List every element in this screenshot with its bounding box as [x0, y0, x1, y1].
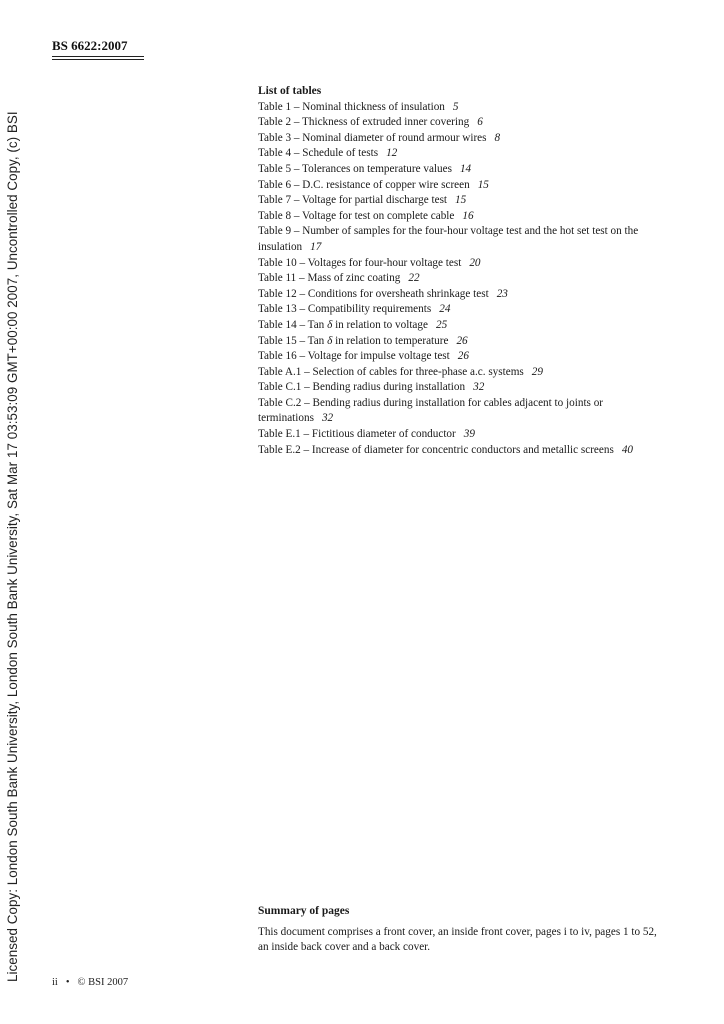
entry-page: 26 — [456, 334, 468, 347]
toc-entry[interactable] — [258, 396, 668, 427]
toc-entry[interactable] — [258, 224, 668, 255]
entry-label: Table 8 – Voltage for test on complete cable — [258, 209, 455, 222]
entry-page: 8 — [494, 131, 501, 144]
toc-entry[interactable] — [258, 365, 668, 381]
entry-page: 23 — [496, 287, 508, 300]
toc-list — [258, 100, 668, 459]
toc-entry[interactable] — [258, 115, 668, 131]
entry-label-suffix: in relation to temperature — [335, 334, 449, 347]
entry-label: Table C.2 – Bending radius during installation for cables adjacent to joints or terminations — [258, 396, 604, 425]
toc-entry[interactable] — [258, 334, 668, 350]
entry-page: 14 — [459, 162, 472, 175]
entry-label: Table 16 – Voltage for impulse voltage test — [258, 350, 450, 363]
entry-page: 5 — [452, 100, 459, 113]
entry-label: Table 7 – Voltage for partial discharge test — [258, 194, 448, 207]
toc-entry[interactable] — [258, 380, 668, 396]
toc-entry[interactable] — [258, 287, 668, 303]
summary-text: This document comprises a front cover, an inside front cover, pages i to iv, pages 1 to 52, an inside back cover and a back cover. — [258, 925, 657, 954]
entry-label-prefix: Table 15 – Tan — [258, 334, 325, 347]
entry-label: Table 13 – Compatibility requirements — [258, 303, 432, 316]
entry-page: 16 — [462, 209, 474, 222]
entry-label: Table 11 – Mass of zinc coating — [258, 272, 401, 285]
toc-entry[interactable] — [258, 193, 668, 209]
entry-page: 15 — [455, 194, 467, 207]
entry-label-suffix: in relation to voltage — [335, 318, 428, 331]
entry-label: Table C.1 – Bending radius during installation — [258, 381, 466, 394]
entry-label: Table 3 – Nominal diameter of round armour wires — [258, 131, 487, 144]
entry-page: 26 — [457, 350, 469, 363]
toc-entry[interactable] — [258, 271, 668, 287]
toc-entry[interactable] — [258, 178, 668, 194]
toc-entry[interactable] — [258, 349, 668, 365]
page-footer — [52, 977, 128, 988]
summary-heading: Summary of pages — [258, 905, 350, 917]
copyright: © BSI 2007 — [77, 977, 129, 988]
entry-page: 25 — [435, 318, 448, 331]
entry-page: 15 — [477, 178, 489, 191]
list-of-tables-heading: List of tables — [258, 85, 322, 97]
toc-entry[interactable] — [258, 427, 668, 443]
delta-symbol: δ — [327, 334, 333, 347]
entry-label: Table 9 – Number of samples for the four-hour voltage test and the hot set test on the insulation — [258, 225, 639, 253]
entry-label: Table E.1 – Fictitious diameter of conductor — [258, 428, 456, 441]
entry-label: Table 5 – Tolerances on temperature values — [258, 162, 452, 175]
list-of-tables — [258, 84, 668, 458]
entry-page: 12 — [386, 147, 398, 160]
entry-label: Table 2 – Thickness of extruded inner covering — [258, 116, 470, 129]
header-rule — [52, 56, 144, 57]
license-watermark: Licensed Copy: London South Bank University, London South Bank University, Sat Mar 17 03:53:09 GMT+00:00 2007, Uncontrolled Copy, (c) BSI — [5, 111, 20, 982]
toc-entry[interactable] — [258, 162, 668, 178]
entry-page: 40 — [621, 443, 633, 456]
entry-label: Table 1 – Nominal thickness of insulation — [258, 100, 445, 113]
entry-page: 29 — [531, 365, 543, 378]
toc-entry[interactable] — [258, 131, 668, 147]
entry-page: 20 — [469, 256, 481, 269]
entry-label: Table 4 – Schedule of tests — [258, 147, 379, 160]
page-number: ii — [52, 977, 58, 988]
entry-page: 6 — [477, 116, 483, 129]
footer-bullet: • — [65, 977, 70, 988]
entry-page: 17 — [310, 240, 322, 253]
entry-page: 24 — [439, 303, 451, 316]
standard-number: BS 6622:2007 — [52, 38, 128, 53]
toc-entry[interactable] — [258, 100, 668, 116]
toc-entry[interactable] — [258, 443, 668, 459]
entry-label: Table 10 – Voltages for four-hour voltage test — [258, 256, 462, 269]
entry-label-prefix: Table 14 – Tan — [258, 318, 325, 331]
entry-page: 22 — [408, 272, 420, 285]
summary-of-pages — [258, 904, 658, 956]
entry-page: 32 — [321, 412, 334, 425]
entry-label: Table E.2 – Increase of diameter for concentric conductors and metallic screens — [258, 443, 614, 456]
toc-entry[interactable] — [258, 302, 668, 318]
toc-entry[interactable] — [258, 318, 668, 334]
entry-label: Table 6 – D.C. resistance of copper wire screen — [258, 178, 470, 191]
entry-page: 32 — [473, 381, 485, 394]
entry-label: Table 12 – Conditions for oversheath shrinkage test — [258, 287, 489, 300]
entry-page: 39 — [463, 428, 475, 441]
toc-entry[interactable] — [258, 146, 668, 162]
toc-entry[interactable] — [258, 256, 668, 272]
entry-label: Table A.1 – Selection of cables for three-phase a.c. systems — [258, 365, 524, 378]
delta-symbol: δ — [327, 318, 333, 331]
header-rule — [52, 59, 144, 60]
toc-entry[interactable] — [258, 209, 668, 225]
